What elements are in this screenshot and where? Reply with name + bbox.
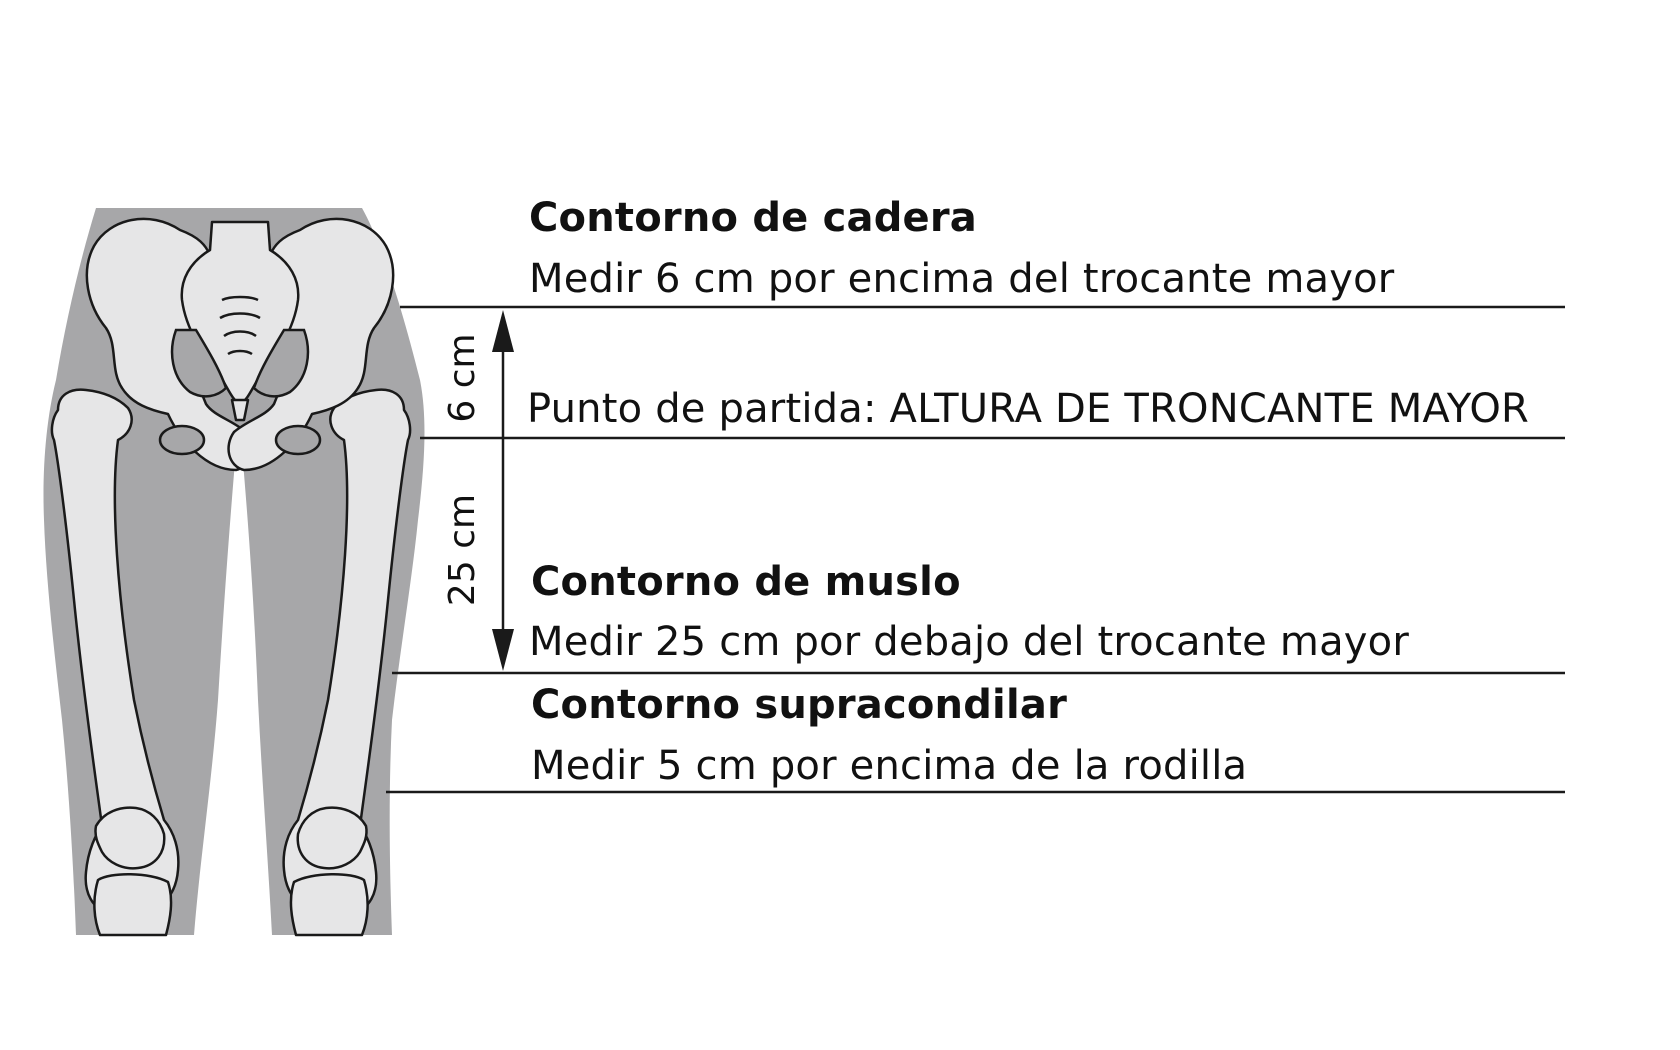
supracondylar-title: Contorno supracondilar — [531, 682, 1068, 728]
left-tibia — [94, 874, 171, 935]
coccyx — [232, 400, 248, 420]
thigh-instruction: Medir 25 cm por debajo del trocante mayor — [529, 619, 1409, 665]
dimension-25cm-label: 25 cm — [442, 493, 483, 607]
right-obturator — [276, 426, 320, 454]
hip-instruction: Medir 6 cm por encima del trocante mayor — [529, 256, 1395, 302]
start-point-text: Punto de partida: ALTURA DE TRONCANTE MAYOR — [527, 386, 1529, 432]
arrow-down-head — [492, 629, 514, 671]
arrow-up-head — [492, 310, 514, 352]
dimension-6cm-label: 6 cm — [442, 333, 483, 423]
thigh-title: Contorno de muslo — [531, 559, 961, 605]
hip-title: Contorno de cadera — [529, 195, 977, 241]
right-tibia — [291, 874, 368, 935]
supracondylar-instruction: Medir 5 cm por encima de la rodilla — [531, 743, 1248, 789]
left-obturator — [160, 426, 204, 454]
